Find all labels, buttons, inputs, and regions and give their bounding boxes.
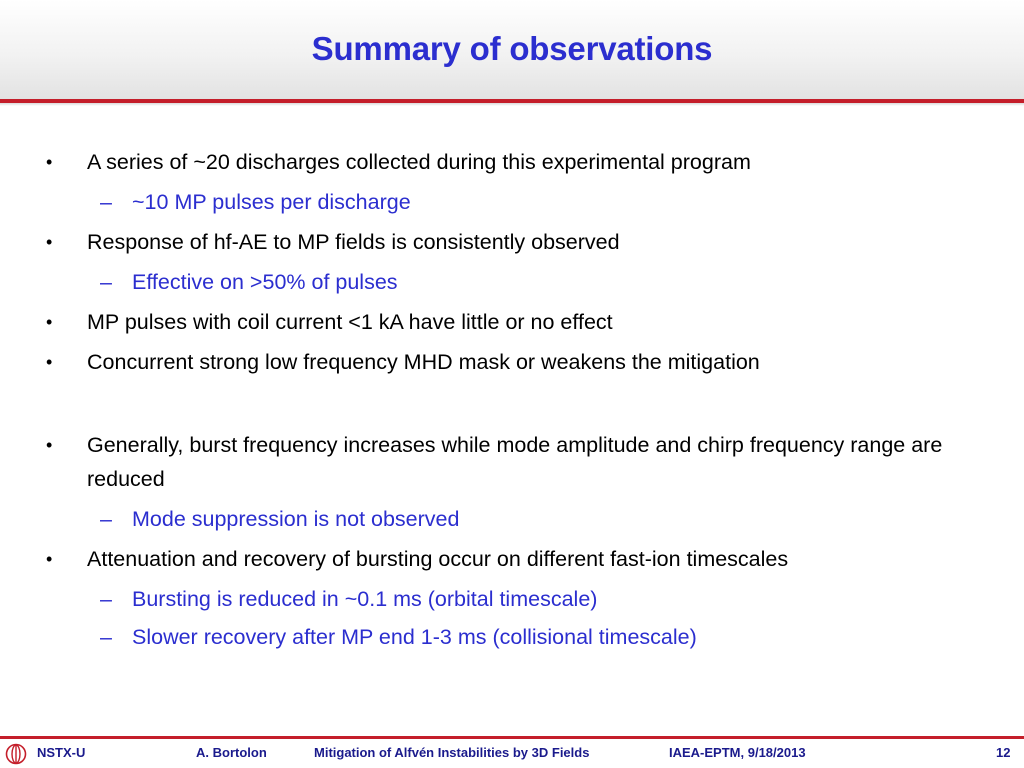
bullet-marker: • [46, 352, 53, 372]
bullet-text: MP pulses with coil current <1 kA have little or no effect [87, 310, 613, 334]
nstx-logo-icon [5, 743, 27, 765]
footer-talk-title: Mitigation of Alfvén Instabilities by 3D Fields [314, 745, 590, 760]
bullet-marker: • [46, 549, 53, 569]
bullet-item [46, 145, 987, 179]
slide-title: Summary of observations [311, 30, 713, 67]
bullet-marker: • [46, 435, 53, 455]
footer-author: A. Bortolon [196, 745, 267, 760]
page-number: 12 [996, 745, 1011, 760]
slide-footer [0, 736, 1024, 768]
sub-bullet-item [100, 265, 992, 299]
footer-org: NSTX-U [37, 745, 86, 760]
footer-venue-date: IAEA-EPTM, 9/18/2013 [669, 745, 806, 760]
bullet-text: Generally, burst frequency increases while mode amplitude and chirp frequency range are reduced [87, 433, 943, 491]
bullet-marker: • [46, 312, 53, 332]
dash-marker: – [100, 507, 112, 531]
sub-bullet-text: Mode suppression is not observed [132, 507, 460, 531]
bullet-marker: • [46, 232, 53, 252]
bullet-item [46, 305, 987, 339]
sub-bullet-item [100, 502, 992, 536]
dash-marker: – [100, 587, 112, 611]
bullet-item [46, 542, 987, 576]
bullet-text: Attenuation and recovery of bursting occur on different fast-ion timescales [87, 547, 789, 571]
bullet-item [46, 345, 987, 379]
sub-bullet-text: Slower recovery after MP end 1-3 ms (collisional timescale) [132, 625, 697, 649]
sub-bullet-item [100, 185, 992, 219]
bullet-item [46, 225, 987, 259]
footer-divider [0, 736, 1024, 739]
bullet-text: Concurrent strong low frequency MHD mask or weakens the mitigation [87, 350, 760, 374]
bullet-item [46, 428, 987, 496]
bullet-marker: • [46, 152, 53, 172]
sub-bullet-item [100, 582, 992, 616]
sub-bullet-text: Effective on >50% of pulses [132, 270, 398, 294]
sub-bullet-text: ~10 MP pulses per discharge [132, 190, 411, 214]
bullet-text: A series of ~20 discharges collected during this experimental program [87, 150, 751, 174]
dash-marker: – [100, 625, 112, 649]
bullet-text: Response of hf-AE to MP fields is consistently observed [87, 230, 620, 254]
dash-marker: – [100, 190, 112, 214]
dash-marker: – [100, 270, 112, 294]
sub-bullet-text: Bursting is reduced in ~0.1 ms (orbital timescale) [132, 587, 598, 611]
sub-bullet-item [100, 620, 992, 654]
